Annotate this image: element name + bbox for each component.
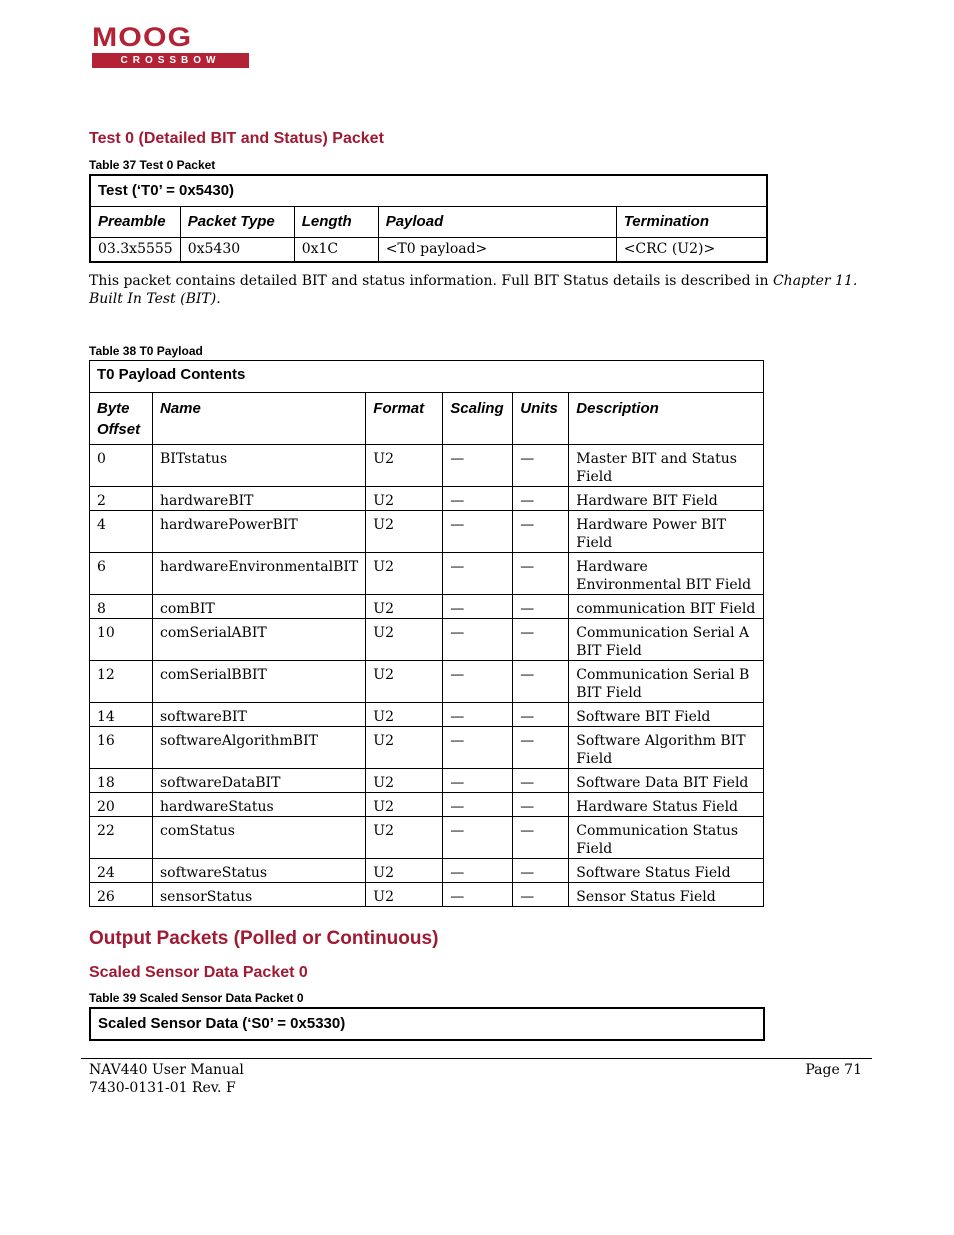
table38-cell-format: U2	[366, 727, 443, 769]
table38-col-scaling: Scaling	[443, 393, 513, 445]
table38-cell-units: —	[513, 511, 569, 553]
footer-divider	[81, 1058, 872, 1059]
table-row	[90, 859, 764, 883]
table38-cell-byte-offset: 8	[90, 595, 153, 619]
table38-cell-byte-offset: 2	[90, 487, 153, 511]
paragraph-text: This packet contains detailed BIT and status information. Full BIT Status details is described in	[89, 273, 773, 289]
table38-cell-description: Hardware BIT Field	[569, 487, 764, 511]
table38-cell-format: U2	[366, 817, 443, 859]
table38-col-units: Units	[513, 393, 569, 445]
footer-manual-title: NAV440 User Manual	[89, 1062, 244, 1078]
table38-cell-scaling: —	[443, 703, 513, 727]
table37-val-packet-type: 0x5430	[180, 238, 294, 263]
table38-cell-units: —	[513, 703, 569, 727]
table38-cell-description: Software Status Field	[569, 859, 764, 883]
table39-title: Scaled Sensor Data (‘S0’ = 0x5330)	[90, 1008, 764, 1040]
table-row	[90, 661, 764, 703]
table37	[89, 174, 768, 263]
table38-cell-byte-offset: 0	[90, 445, 153, 487]
table38-cell-byte-offset: 10	[90, 619, 153, 661]
table38-cell-units: —	[513, 817, 569, 859]
table38-cell-description: Communication Serial A BIT Field	[569, 619, 764, 661]
table37-val-payload: <T0 payload>	[378, 238, 616, 263]
table37-col-packet-type: Packet Type	[180, 207, 294, 238]
table38-cell-name: softwareDataBIT	[153, 769, 366, 793]
moog-crossbow-logo	[92, 22, 250, 68]
table38-title: T0 Payload Contents	[90, 361, 764, 393]
table38-cell-byte-offset: 18	[90, 769, 153, 793]
table-row	[90, 553, 764, 595]
table38-cell-name: hardwareStatus	[153, 793, 366, 817]
table37-caption: Table 37 Test 0 Packet	[89, 158, 216, 172]
table38-cell-name: comSerialABIT	[153, 619, 366, 661]
table38-cell-byte-offset: 26	[90, 883, 153, 907]
table38-cell-format: U2	[366, 595, 443, 619]
table38-cell-byte-offset: 24	[90, 859, 153, 883]
table39-caption: Table 39 Scaled Sensor Data Packet 0	[89, 991, 304, 1005]
table38-cell-description: Software Data BIT Field	[569, 769, 764, 793]
table37-col-termination: Termination	[616, 207, 767, 238]
table39	[89, 1007, 765, 1041]
table38-cell-name: hardwareEnvironmentalBIT	[153, 553, 366, 595]
table38-cell-format: U2	[366, 661, 443, 703]
description-paragraph	[89, 272, 859, 308]
table38-cell-format: U2	[366, 769, 443, 793]
table38-cell-format: U2	[366, 793, 443, 817]
table38-cell-scaling: —	[443, 661, 513, 703]
table38-cell-byte-offset: 20	[90, 793, 153, 817]
table38-caption: Table 38 T0 Payload	[89, 344, 203, 358]
table38-cell-units: —	[513, 595, 569, 619]
table-row	[90, 487, 764, 511]
table38-cell-byte-offset: 6	[90, 553, 153, 595]
table38-cell-scaling: —	[443, 595, 513, 619]
table38-cell-byte-offset: 4	[90, 511, 153, 553]
table38-cell-scaling: —	[443, 553, 513, 595]
footer-page-number: Page 71	[805, 1062, 862, 1078]
table38-cell-name: softwareBIT	[153, 703, 366, 727]
table38-col-name: Name	[153, 393, 366, 445]
table38-cell-scaling: —	[443, 793, 513, 817]
table38-cell-description: Hardware Status Field	[569, 793, 764, 817]
table38-header-row	[90, 393, 764, 445]
section-heading-test0: Test 0 (Detailed BIT and Status) Packet	[89, 130, 384, 147]
table38-cell-scaling: —	[443, 487, 513, 511]
table37-col-payload: Payload	[378, 207, 616, 238]
table38-cell-description: Communication Serial B BIT Field	[569, 661, 764, 703]
table38-col-format: Format	[366, 393, 443, 445]
table-row	[90, 727, 764, 769]
table38-cell-units: —	[513, 487, 569, 511]
table38-cell-scaling: —	[443, 727, 513, 769]
table38-cell-byte-offset: 22	[90, 817, 153, 859]
table38-cell-format: U2	[366, 703, 443, 727]
table38-cell-byte-offset: 12	[90, 661, 153, 703]
logo-crossbow-text: CROSSBOW	[92, 53, 249, 68]
table38	[89, 360, 764, 907]
table38-cell-scaling: —	[443, 883, 513, 907]
table38-cell-units: —	[513, 445, 569, 487]
table38-cell-scaling: —	[443, 619, 513, 661]
table38-cell-name: sensorStatus	[153, 883, 366, 907]
table38-cell-name: comStatus	[153, 817, 366, 859]
table38-cell-format: U2	[366, 511, 443, 553]
table38-cell-name: BITstatus	[153, 445, 366, 487]
table38-cell-scaling: —	[443, 511, 513, 553]
table-row	[90, 445, 764, 487]
table37-value-row	[90, 238, 767, 263]
table-row	[90, 817, 764, 859]
table37-col-length: Length	[294, 207, 378, 238]
table38-cell-name: softwareAlgorithmBIT	[153, 727, 366, 769]
table-row	[90, 769, 764, 793]
table38-cell-description: communication BIT Field	[569, 595, 764, 619]
table38-cell-units: —	[513, 769, 569, 793]
table38-cell-description: Sensor Status Field	[569, 883, 764, 907]
section-heading-output-packets: Output Packets (Polled or Continuous)	[89, 928, 439, 949]
chapter-reference: Chapter 11. Built In Test (BIT).	[89, 273, 858, 307]
table38-cell-format: U2	[366, 553, 443, 595]
table38-cell-name: hardwarePowerBIT	[153, 511, 366, 553]
table38-cell-description: Hardware Power BIT Field	[569, 511, 764, 553]
table38-cell-description: Hardware Environmental BIT Field	[569, 553, 764, 595]
table38-cell-format: U2	[366, 619, 443, 661]
section-heading-scaled-sensor: Scaled Sensor Data Packet 0	[89, 964, 308, 981]
table38-cell-units: —	[513, 619, 569, 661]
table37-col-preamble: Preamble	[90, 207, 180, 238]
table38-cell-units: —	[513, 727, 569, 769]
table38-col-byte-offset: Byte Offset	[90, 393, 153, 445]
table-row	[90, 883, 764, 907]
table38-cell-scaling: —	[443, 817, 513, 859]
table38-cell-scaling: —	[443, 859, 513, 883]
table38-cell-description: Software BIT Field	[569, 703, 764, 727]
table38-cell-units: —	[513, 661, 569, 703]
table38-cell-format: U2	[366, 883, 443, 907]
table37-header-row	[90, 207, 767, 238]
table38-cell-description: Communication Status Field	[569, 817, 764, 859]
table38-cell-scaling: —	[443, 769, 513, 793]
footer-left	[89, 1061, 244, 1097]
table38-cell-byte-offset: 16	[90, 727, 153, 769]
table-row	[90, 595, 764, 619]
logo-moog-text: MOOG	[92, 22, 193, 52]
table38-col-description: Description	[569, 393, 764, 445]
table-row	[90, 619, 764, 661]
table38-cell-description: Master BIT and Status Field	[569, 445, 764, 487]
table38-cell-units: —	[513, 553, 569, 595]
table38-cell-units: —	[513, 859, 569, 883]
table37-val-termination: <CRC (U2)>	[616, 238, 767, 263]
table-row	[90, 703, 764, 727]
table37-val-preamble: 03.3x5555	[90, 238, 180, 263]
table37-title: Test (‘T0’ = 0x5430)	[90, 175, 767, 207]
table-row	[90, 511, 764, 553]
table-row	[90, 793, 764, 817]
table38-cell-format: U2	[366, 487, 443, 511]
footer-doc-number: 7430-0131-01 Rev. F	[89, 1080, 236, 1096]
table38-cell-name: comBIT	[153, 595, 366, 619]
table38-body	[90, 445, 764, 907]
table38-cell-format: U2	[366, 445, 443, 487]
table38-cell-units: —	[513, 883, 569, 907]
table38-cell-format: U2	[366, 859, 443, 883]
table38-cell-description: Software Algorithm BIT Field	[569, 727, 764, 769]
table38-cell-scaling: —	[443, 445, 513, 487]
table38-cell-units: —	[513, 793, 569, 817]
table37-val-length: 0x1C	[294, 238, 378, 263]
table38-cell-byte-offset: 14	[90, 703, 153, 727]
table38-cell-name: hardwareBIT	[153, 487, 366, 511]
table38-cell-name: comSerialBBIT	[153, 661, 366, 703]
table38-cell-name: softwareStatus	[153, 859, 366, 883]
